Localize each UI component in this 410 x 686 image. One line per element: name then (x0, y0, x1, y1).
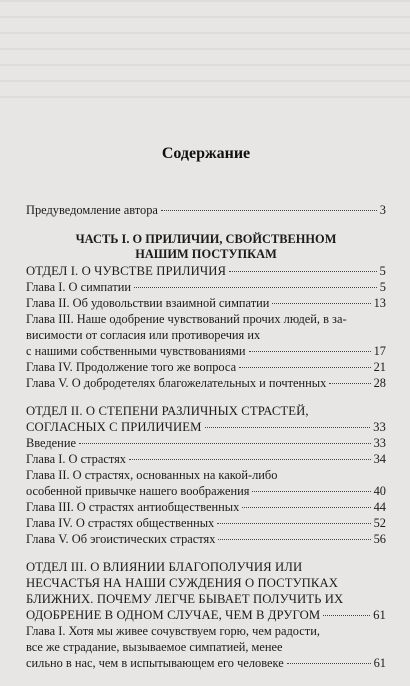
entry-label: Предуведомление автора (26, 203, 158, 217)
toc-chapter (26, 531, 386, 547)
chapter-label: Глава II. Об удовольствии взаимной симпатии (26, 296, 270, 310)
page-number: 61 (373, 608, 386, 622)
chapter-label-line: Глава II. О страстях, основанных на какой-либо (26, 468, 278, 482)
page-number: 5 (379, 264, 386, 278)
dot-leader (217, 523, 370, 524)
dot-leader (129, 459, 371, 460)
dot-leader (79, 443, 371, 444)
bleed-through-text (0, 0, 410, 110)
section-label-line: СОГЛАСНЫХ С ПРИЛИЧИЕМ (26, 420, 202, 434)
section-label-line: ОТДЕЛ II. О СТЕПЕНИ РАЗЛИЧНЫХ СТРАСТЕЙ, (26, 404, 309, 418)
toc-chapter (26, 435, 386, 451)
dot-leader (287, 663, 371, 664)
chapter-label-line: висимости от согласия или противоречия их (26, 328, 261, 342)
section-label-line: НЕСЧАСТЬЯ НА НАШИ СУЖДЕНИЯ О ПОСТУПКАХ (26, 576, 339, 590)
page-number: 33 (373, 436, 386, 450)
page-number: 17 (373, 344, 386, 358)
chapter-label-line: Глава III. Наше одобрение чувствований прочих людей, в за- (26, 312, 347, 326)
section-label-line: ОТДЕЛ III. О ВЛИЯНИИ БЛАГОПОЛУЧИЯ ИЛИ (26, 560, 303, 574)
page-number: 61 (373, 656, 386, 670)
chapter-label: Глава IV. О страстях общественных (26, 516, 215, 530)
part-heading (26, 232, 386, 262)
page-number: 56 (373, 532, 386, 546)
chapter-label-line: особенной привычке нашего воображения (26, 484, 250, 498)
part-heading-line: ЧАСТЬ I. О ПРИЛИЧИИ, СВОЙСТВЕННОМ (75, 232, 337, 246)
toc-chapter (26, 311, 386, 359)
page-number: 52 (373, 516, 386, 530)
dot-leader (242, 507, 370, 508)
dot-leader (239, 367, 371, 368)
chapter-label: Глава V. Об эгоистических страстях (26, 532, 216, 546)
page-number: 21 (373, 360, 386, 374)
chapter-label-line: Глава I. Хотя мы живее сочувствуем горю, чем радости, (26, 624, 320, 638)
page-number: 40 (373, 484, 386, 498)
dot-leader (329, 383, 370, 384)
dot-leader (249, 351, 371, 352)
chapter-label: Глава IV. Продолжение того же вопроса (26, 360, 237, 374)
dot-leader (272, 303, 370, 304)
toc-section-1 (26, 263, 386, 279)
chapter-label-line: с нашими собственными чувствованиями (26, 344, 246, 358)
chapter-label: Глава III. О страстях антиобщественных (26, 500, 240, 514)
toc-section-2 (26, 403, 386, 435)
section-label: ОТДЕЛ I. О ЧУВСТВЕ ПРИЛИЧИЯ (26, 264, 227, 278)
chapter-label-line: сильно в нас, чем в испытывающем его человеке (26, 656, 284, 670)
toc-chapter (26, 375, 386, 391)
chapter-label-line: все же страдание, вызываемое симпатией, менее (26, 640, 283, 654)
page-number: 28 (373, 376, 386, 390)
toc-chapter (26, 359, 386, 375)
chapter-label: Глава I. О симпатии (26, 280, 132, 294)
part-heading-line: НАШИМ ПОСТУПКАМ (135, 247, 277, 261)
toc-chapter (26, 467, 386, 499)
toc-section-3 (26, 559, 386, 623)
chapter-label: Введение (26, 436, 76, 450)
dot-leader (134, 287, 377, 288)
dot-leader (161, 210, 377, 211)
page-number: 5 (379, 280, 386, 294)
dot-leader (252, 491, 370, 492)
page-number: 3 (379, 203, 386, 217)
toc-chapter (26, 499, 386, 515)
page-number: 13 (373, 296, 386, 310)
toc-chapter (26, 295, 386, 311)
toc-page (26, 146, 386, 671)
dot-leader (205, 427, 371, 428)
chapter-label: Глава V. О добродетелях благожелательных и почтенных (26, 376, 327, 390)
dot-leader (218, 539, 370, 540)
page-number: 34 (373, 452, 386, 466)
dot-leader (229, 271, 377, 272)
toc-entry-preface (26, 202, 386, 218)
section-label-line: ОДОБРЕНИЕ В ОДНОМ СЛУЧАЕ, ЧЕМ В ДРУГОМ (26, 608, 321, 622)
toc-chapter (26, 623, 386, 671)
page-number: 33 (373, 420, 386, 434)
section-label-line: БЛИЖНИХ. ПОЧЕМУ ЛЕГЧЕ БЫВАЕТ ПОЛУЧИТЬ ИХ (26, 592, 344, 606)
page-number: 44 (373, 500, 386, 514)
dot-leader (323, 615, 370, 616)
chapter-label: Глава I. О страстях (26, 452, 126, 466)
toc-chapter (26, 451, 386, 467)
toc-chapter (26, 515, 386, 531)
page-title: Содержание (161, 145, 251, 162)
toc-chapter (26, 279, 386, 295)
